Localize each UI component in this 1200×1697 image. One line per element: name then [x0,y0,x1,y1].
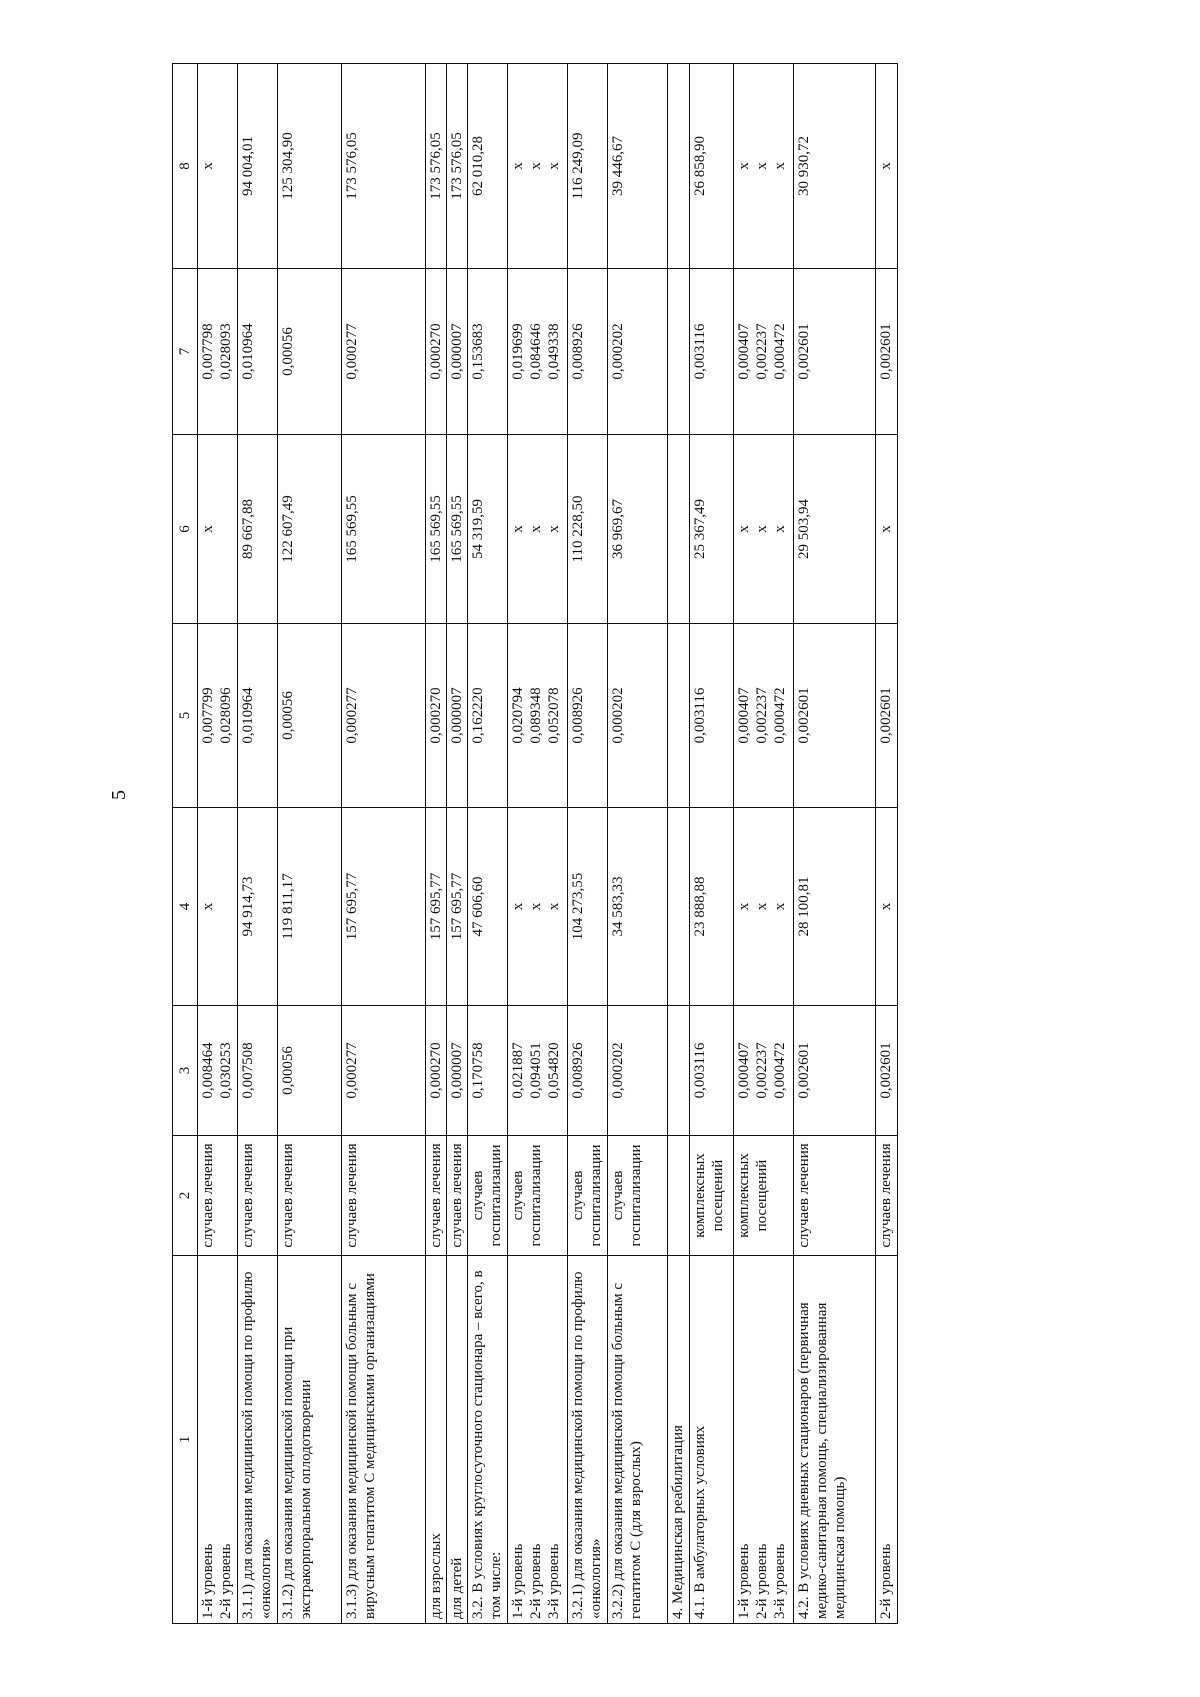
row-label-cell: 3.2.2) для оказания медицинской помощи больным с гепатитом С (для взрослых) [608,1256,668,1624]
value-cell: 0,000202 [608,624,668,808]
unit-cell: случаев госпитализации [568,1136,608,1256]
row-label-cell: 3.1.3) для оказания медицинской помощи больным с вирусным гепатитом С медицинскими организациями [342,1256,426,1624]
table-row [198,64,238,1624]
column-header-8: 8 [173,64,198,269]
value-cell: 30 930,72 [794,64,876,269]
value-cell: х [198,808,238,1006]
value-cell [668,624,690,808]
unit-cell: комплексных посещений [690,1136,734,1256]
value-cell: 0,010964 [238,269,278,435]
value-cell: 0,000007 [447,1006,468,1136]
value-cell: 36 969,67 [608,435,668,624]
value-cell: 89 667,88 [238,435,278,624]
table-row [608,64,668,1624]
value-cell: 94 004,01 [238,64,278,269]
unit-cell: комплексных посещений [734,1136,794,1256]
value-cell: 29 503,94 [794,435,876,624]
row-label-cell: для взрослых [426,1256,447,1624]
value-cell: 0,000277 [342,624,426,808]
column-header-1: 1 [173,1256,198,1624]
table-row [668,64,690,1624]
value-cell [668,269,690,435]
value-cell: 0,021887 0,094051 0,054820 [508,1006,568,1136]
value-cell: 125 304,90 [278,64,342,269]
value-cell: 173 576,05 [426,64,447,269]
value-cell: х х х [508,435,568,624]
value-cell: 0,007798 0,028093 [198,269,238,435]
value-cell: 165 569,55 [426,435,447,624]
column-header-3: 3 [173,1006,198,1136]
value-cell: 157 695,77 [426,808,447,1006]
table-body [198,64,898,1624]
unit-cell: случаев госпитализации [508,1136,568,1256]
value-cell: 0,000277 [342,269,426,435]
value-cell: 0,00056 [278,624,342,808]
value-cell: 157 695,77 [342,808,426,1006]
row-label-cell: 3.2. В условиях круглосуточного стационара – всего, в том числе: [468,1256,508,1624]
value-cell: 0,020794 0,089348 0,052078 [508,624,568,808]
table-row [468,64,508,1624]
value-cell [668,64,690,269]
unit-cell: случаев лечения [794,1136,876,1256]
value-cell: 62 010,28 [468,64,508,269]
table-row [568,64,608,1624]
value-cell: 0,002601 [876,624,898,808]
value-cell [668,808,690,1006]
value-cell: 104 273,55 [568,808,608,1006]
unit-cell [668,1136,690,1256]
unit-cell: случаев госпитализации [468,1136,508,1256]
value-cell: 0,008464 0,030253 [198,1006,238,1136]
value-cell: 0,000407 0,002237 0,000472 [734,1006,794,1136]
value-cell: 0,000270 [426,1006,447,1136]
value-cell: 157 695,77 [447,808,468,1006]
value-cell: 0,00056 [278,1006,342,1136]
value-cell: 0,002601 [876,269,898,435]
value-cell: 173 576,05 [342,64,426,269]
table-row [447,64,468,1624]
value-cell: 0,170758 [468,1006,508,1136]
value-cell: х х х [508,808,568,1006]
value-cell: 0,008926 [568,624,608,808]
row-label-cell: 4. Медицинская реабилитация [668,1256,690,1624]
value-cell [668,435,690,624]
table-row [342,64,426,1624]
value-cell: 0,003116 [690,624,734,808]
value-cell: 119 811,17 [278,808,342,1006]
value-cell: 165 569,55 [447,435,468,624]
value-cell: 0,000277 [342,1006,426,1136]
row-label-cell: 3.1.2) для оказания медицинской помощи при экстракорпоральном оплодотворении [278,1256,342,1624]
value-cell: 47 606,60 [468,808,508,1006]
value-cell: 122 607,49 [278,435,342,624]
unit-cell: случаев лечения [238,1136,278,1256]
value-cell: 0,007508 [238,1006,278,1136]
value-cell: х [876,808,898,1006]
value-cell: 0,000202 [608,269,668,435]
row-label-cell: для детей [447,1256,468,1624]
table-row [794,64,876,1624]
value-cell: х [198,64,238,269]
unit-cell: случаев лечения [447,1136,468,1256]
value-cell: 0,000407 0,002237 0,000472 [734,624,794,808]
value-cell: 23 888,88 [690,808,734,1006]
unit-cell: случаев госпитализации [608,1136,668,1256]
value-cell: 0,007799 0,028096 [198,624,238,808]
value-cell: 0,003116 [690,1006,734,1136]
row-label-cell: 1-й уровень 2-й уровень [198,1256,238,1624]
value-cell: 28 100,81 [794,808,876,1006]
value-cell: 0,162220 [468,624,508,808]
value-cell: 0,008926 [568,269,608,435]
row-label-cell: 3.2.1) для оказания медицинской помощи по профилю «онкология» [568,1256,608,1624]
value-cell: 0,010964 [238,624,278,808]
value-cell: 26 858,90 [690,64,734,269]
value-cell: 0,153683 [468,269,508,435]
value-cell: 25 367,49 [690,435,734,624]
value-cell: 0,000202 [608,1006,668,1136]
value-cell: 0,008926 [568,1006,608,1136]
table-row [876,64,898,1624]
table-row [278,64,342,1624]
value-cell: 173 576,05 [447,64,468,269]
row-label-cell: 4.2. В условиях дневных стационаров (первичная медико-санитарная помощь, специализированная медицинская помощь) [794,1256,876,1624]
value-cell: 0,000007 [447,269,468,435]
unit-cell: случаев лечения [426,1136,447,1256]
value-cell: 54 319,59 [468,435,508,624]
table-row [734,64,794,1624]
value-cell: 39 446,67 [608,64,668,269]
value-cell: 0,002601 [876,1006,898,1136]
value-cell [668,1006,690,1136]
value-cell: 0,000270 [426,624,447,808]
column-header-7: 7 [173,269,198,435]
column-header-6: 6 [173,435,198,624]
value-cell: 110 228,50 [568,435,608,624]
table-row [426,64,447,1624]
data-table [172,63,898,1624]
value-cell: 165 569,55 [342,435,426,624]
unit-cell: случаев лечения [198,1136,238,1256]
row-label-cell: 2-й уровень [876,1256,898,1624]
rotated-table-container [172,64,1172,1624]
column-header-4: 4 [173,808,198,1006]
page-number: 5 [108,790,130,800]
value-cell: х [198,435,238,624]
unit-cell: случаев лечения [876,1136,898,1256]
table-row [508,64,568,1624]
row-label-cell: 1-й уровень 2-й уровень 3-й уровень [508,1256,568,1624]
unit-cell: случаев лечения [342,1136,426,1256]
value-cell: 0,003116 [690,269,734,435]
value-cell: х х х [734,435,794,624]
value-cell: х х х [734,808,794,1006]
value-cell: 0,019699 0,084646 0,049338 [508,269,568,435]
value-cell: 0,000270 [426,269,447,435]
column-header-5: 5 [173,624,198,808]
row-label-cell: 4.1. В амбулаторных условиях [690,1256,734,1624]
row-label-cell: 3.1.1) для оказания медицинской помощи по профилю «онкология» [238,1256,278,1624]
value-cell: 0,00056 [278,269,342,435]
value-cell: 0,002601 [794,269,876,435]
value-cell: 0,002601 [794,624,876,808]
table-row [690,64,734,1624]
value-cell: 0,000407 0,002237 0,000472 [734,269,794,435]
value-cell: 34 583,33 [608,808,668,1006]
value-cell: х [876,435,898,624]
value-cell: х х х [508,64,568,269]
value-cell: х [876,64,898,269]
header-row [173,64,198,1624]
value-cell: 116 249,09 [568,64,608,269]
unit-cell: случаев лечения [278,1136,342,1256]
table-row [238,64,278,1624]
row-label-cell: 1-й уровень 2-й уровень 3-й уровень [734,1256,794,1624]
value-cell: 0,000007 [447,624,468,808]
column-header-2: 2 [173,1136,198,1256]
value-cell: х х х [734,64,794,269]
value-cell: 0,002601 [794,1006,876,1136]
value-cell: 94 914,73 [238,808,278,1006]
